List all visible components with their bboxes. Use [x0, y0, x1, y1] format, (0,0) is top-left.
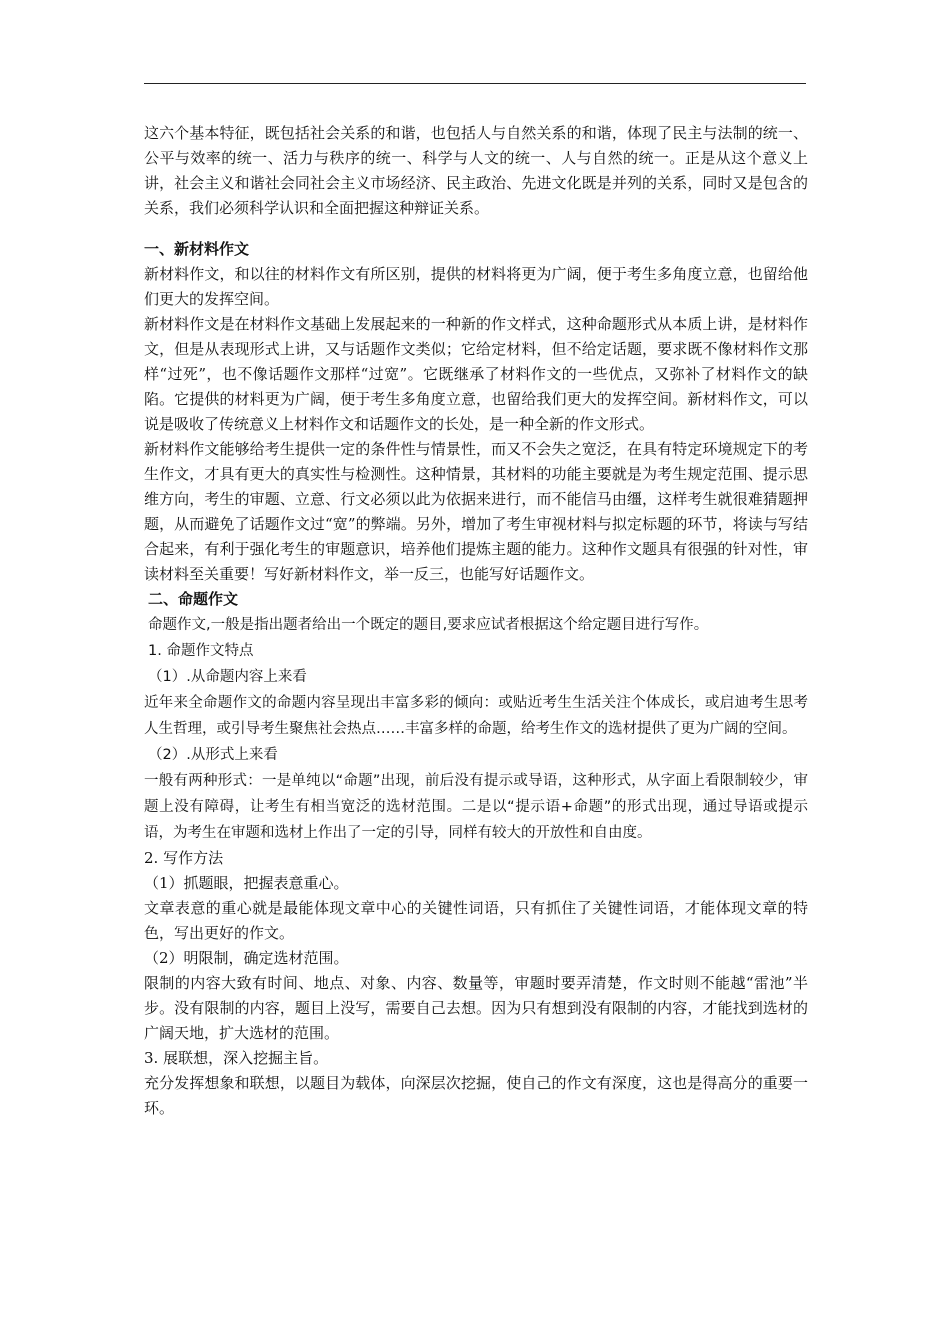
subheading-grasp-key: （1）抓题眼，把握表意重心。: [144, 874, 349, 892]
form-paragraph: 一般有两种形式：一是单纯以“命题”出现，前后没有提示或导语，这种形式，从字面上看限制较少，审题上没有障碍，让考生有相当宽泛的选材范围。二是以“提示语+命题”的形式出现，通过导语或提示语，为考生在审题和选材上作出了一定的引导，同样有较大的开放性和自由度。: [144, 773, 808, 841]
section1-paragraph-1: 新材料作文，和以往的材料作文有所区别，提供的材料将更为广阔，便于考生多角度立意，也留给他们更大的发挥空间。: [144, 265, 808, 308]
document-body: [144, 121, 808, 1121]
subheading-content: （1）.从命题内容上来看: [148, 669, 307, 685]
proposition-definition: 命题作文,一般是指出题者给出一个既定的题目,要求应试者根据这个给定题目进行写作。: [148, 617, 709, 633]
intro-paragraph: 这六个基本特征，既包括社会关系的和谐，也包括人与自然关系的和谐，体现了民主与法制的统一、公平与效率的统一、活力与秩序的统一、科学与人文的统一、人与自然的统一。正是从这个意义上讲，社会主义和谐社会同社会主义市场经济、民主政治、先进文化既是并列的关系，同时又是包含的关系，我们必须科学认识和全面把握这种辩证关系。: [144, 124, 808, 217]
section1-paragraph-2: 新材料作文是在材料作文基础上发展起来的一种新的作文样式，这种命题形式从本质上讲，是材料作文，但是从表现形式上讲，又与话题作文类似；它给定材料，但不给定话题，要求既不像材料作文那样“过死”，也不像话题作文那样“过宽”。它既继承了材料作文的一些优点，又弥补了材料作文的缺陷。它提供的材料更为广阔，便于考生多角度立意，也留给我们更大的发挥空间。新材料作文，可以说是吸收了传统意义上材料作文和话题作文的长处，是一种全新的作文形式。: [144, 315, 808, 433]
content-paragraph: 近年来全命题作文的命题内容呈现出丰富多彩的倾向：或贴近考生生活关注个体成长，或启迪考生思考人生哲理，或引导考生聚焦社会热点……丰富多样的命题，给考生作文的选材提供了更为广阔的空间。: [144, 695, 808, 737]
section-heading-new-material: 一、新材料作文: [144, 240, 250, 258]
paragraph-gap: [144, 221, 808, 237]
section1-paragraph-3: 新材料作文能够给考生提供一定的条件性与情景性，而又不会失之宽泛，在具有特定环境规定下的考生作文，才具有更大的真实性与检测性。这种情景，其材料的功能主要就是为考生规定范围、提示思维方向，考生的审题、立意、行文必须以此为依据来进行，而不能信马由缰，这样考生就很难猜题押题，从而避免了话题作文过“宽”的弊端。另外，增加了考生审视材料与拟定标题的环节，将读与写结合起来，有利于强化考生的审题意识，培养他们提炼主题的能力。这种作文题具有很强的针对性，审读材料至关重要！写好新材料作文，举一反三，也能写好话题作文。: [144, 440, 808, 583]
subheading-form: （2）.从形式上来看: [148, 747, 278, 763]
association-paragraph: 充分发挥想象和联想，以题目为载体，向深层次挖掘，使自己的作文有深度，这也是得高分的重要一环。: [144, 1074, 808, 1117]
grasp-key-paragraph: 文章表意的重心就是最能体现文章中心的关键性词语，只有抓住了关键性词语，才能体现文章的特色，写出更好的作文。: [144, 899, 808, 942]
limits-paragraph: 限制的内容大致有时间、地点、对象、内容、数量等，审题时要弄清楚，作文时则不能越“雷池”半步。没有限制的内容，题目上没写，需要自己去想。因为只有想到没有限制的内容，才能找到选材的广阔天地，扩大选材的范围。: [144, 974, 808, 1042]
header-rule: [144, 83, 806, 84]
subheading-writing-method: 2. 写作方法: [144, 849, 224, 867]
section-heading-proposition: 二、命题作文: [148, 590, 239, 608]
subheading-limits: （2）明限制，确定选材范围。: [144, 949, 349, 967]
subheading-features: 1. 命题作文特点: [148, 643, 254, 659]
subheading-association: 3. 展联想，深入挖掘主旨。: [144, 1049, 329, 1067]
